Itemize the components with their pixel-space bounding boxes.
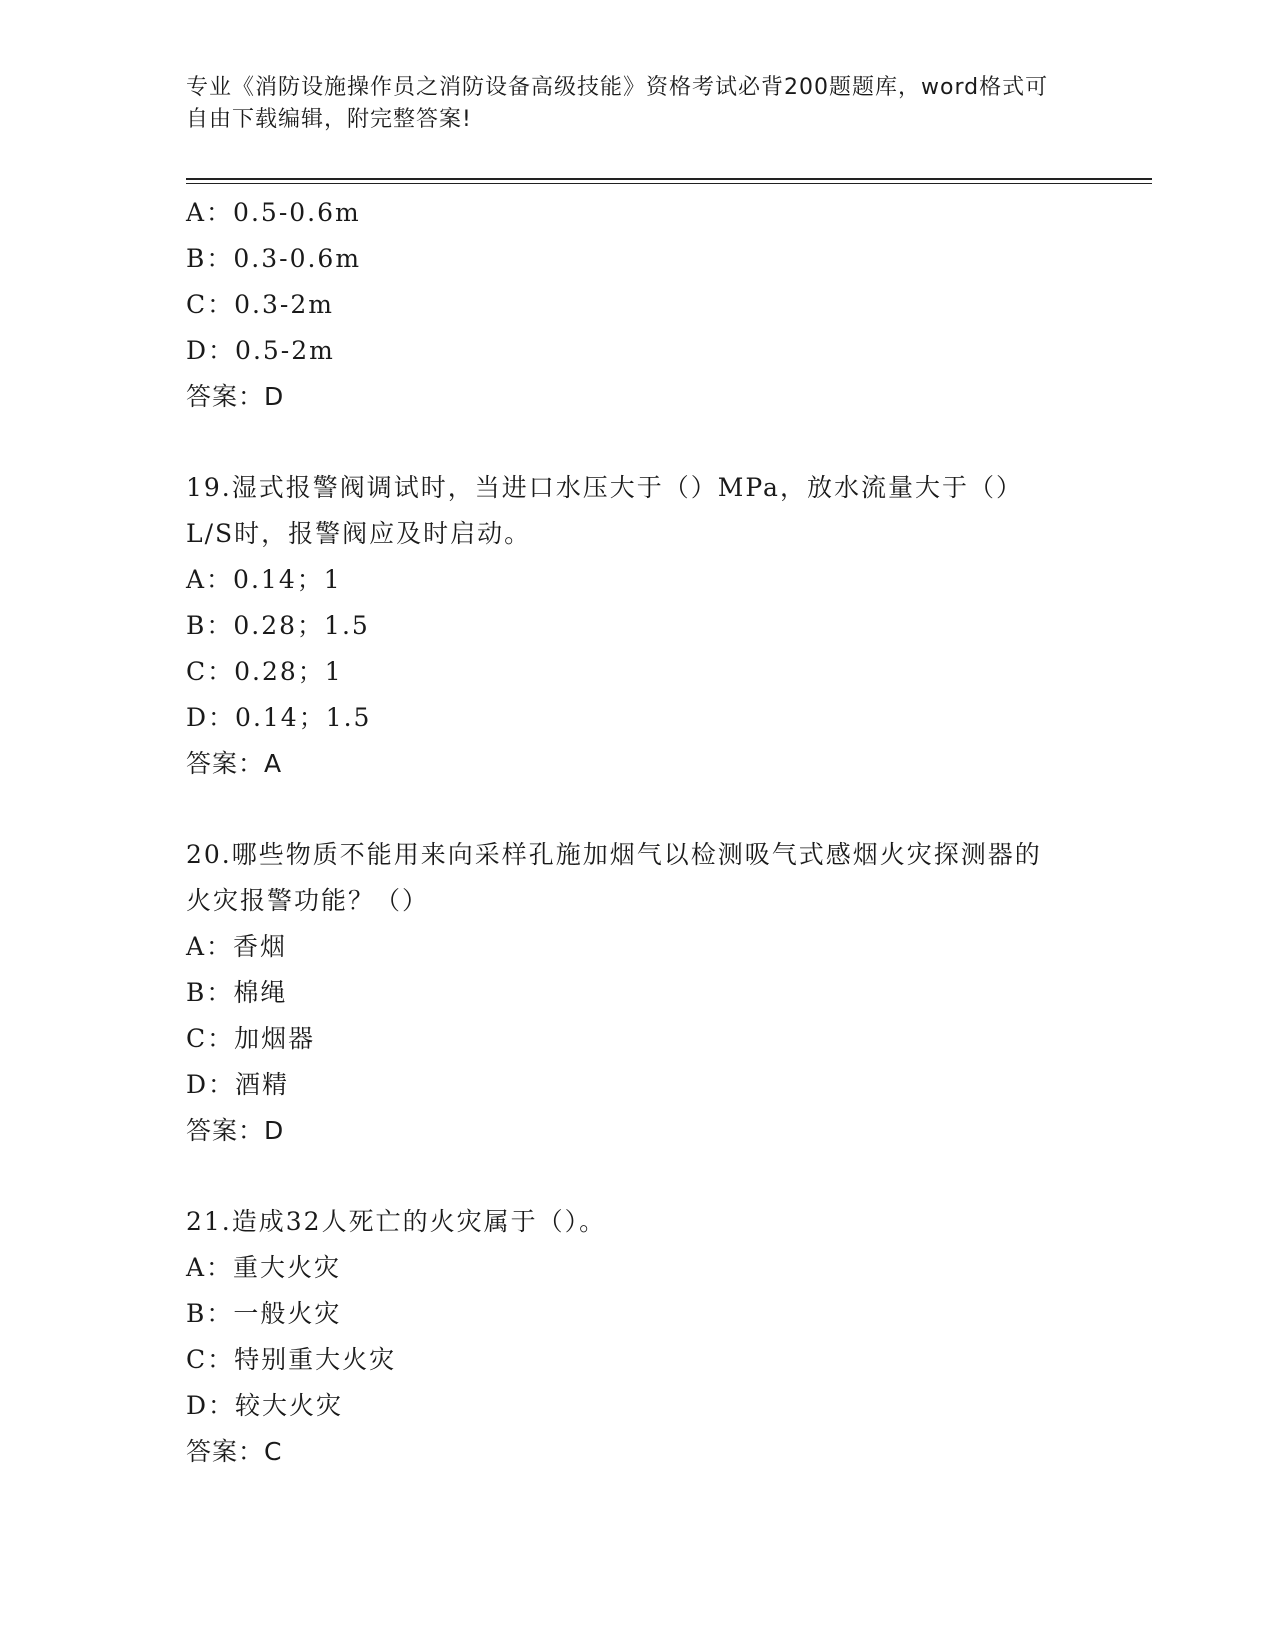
option-c: C：特别重大火灾	[186, 1345, 397, 1374]
option-c: C：0.3-2m	[186, 290, 334, 319]
question-stem: 21.造成32人死亡的火灾属于（）。	[186, 1207, 607, 1236]
spacer	[186, 787, 1086, 832]
answer-line: 答案：D	[186, 1116, 285, 1145]
option-c: C：0.28；1	[186, 657, 343, 686]
option-b: B：棉绳	[186, 978, 288, 1007]
option-a: A：重大火灾	[186, 1253, 342, 1282]
option-b: B：一般火灾	[186, 1299, 342, 1328]
question-block-21	[186, 1199, 1086, 1475]
option-d: D：较大火灾	[186, 1391, 344, 1420]
answer-line: 答案：A	[186, 749, 283, 778]
spacer	[186, 1154, 1086, 1199]
option-d: D：0.5-2m	[186, 336, 335, 365]
option-c: C：加烟器	[186, 1024, 316, 1053]
option-a: A：香烟	[186, 932, 288, 961]
header-rule-thin	[186, 183, 1152, 184]
option-b: B：0.28；1.5	[186, 611, 370, 640]
spacer	[186, 420, 1086, 465]
option-d: D：酒精	[186, 1070, 290, 1099]
question-stem: 20.哪些物质不能用来向采样孔施加烟气以检测吸气式感烟火灾探测器的火灾报警功能？（）	[186, 840, 1042, 915]
option-a: A：0.5-0.6m	[186, 198, 361, 227]
option-b: B：0.3-0.6m	[186, 244, 362, 273]
option-a: A：0.14；1	[186, 565, 342, 594]
document-header: 专业《消防设施操作员之消防设备高级技能》资格考试必背200题题库，word格式可自由下载编辑，附完整答案!	[186, 75, 1049, 132]
question-list	[186, 190, 1086, 1475]
answer-line: 答案：D	[186, 382, 285, 411]
question-stem: 19.湿式报警阀调试时，当进口水压大于（）MPa，放水流量大于（）L/S时，报警阀应及时启动。	[186, 473, 1023, 548]
question-block-partial	[186, 190, 1086, 420]
answer-line: 答案：C	[186, 1437, 283, 1466]
question-block-19	[186, 465, 1086, 787]
question-block-20	[186, 832, 1086, 1154]
header-rule-thick	[186, 178, 1152, 180]
option-d: D：0.14；1.5	[186, 703, 372, 732]
